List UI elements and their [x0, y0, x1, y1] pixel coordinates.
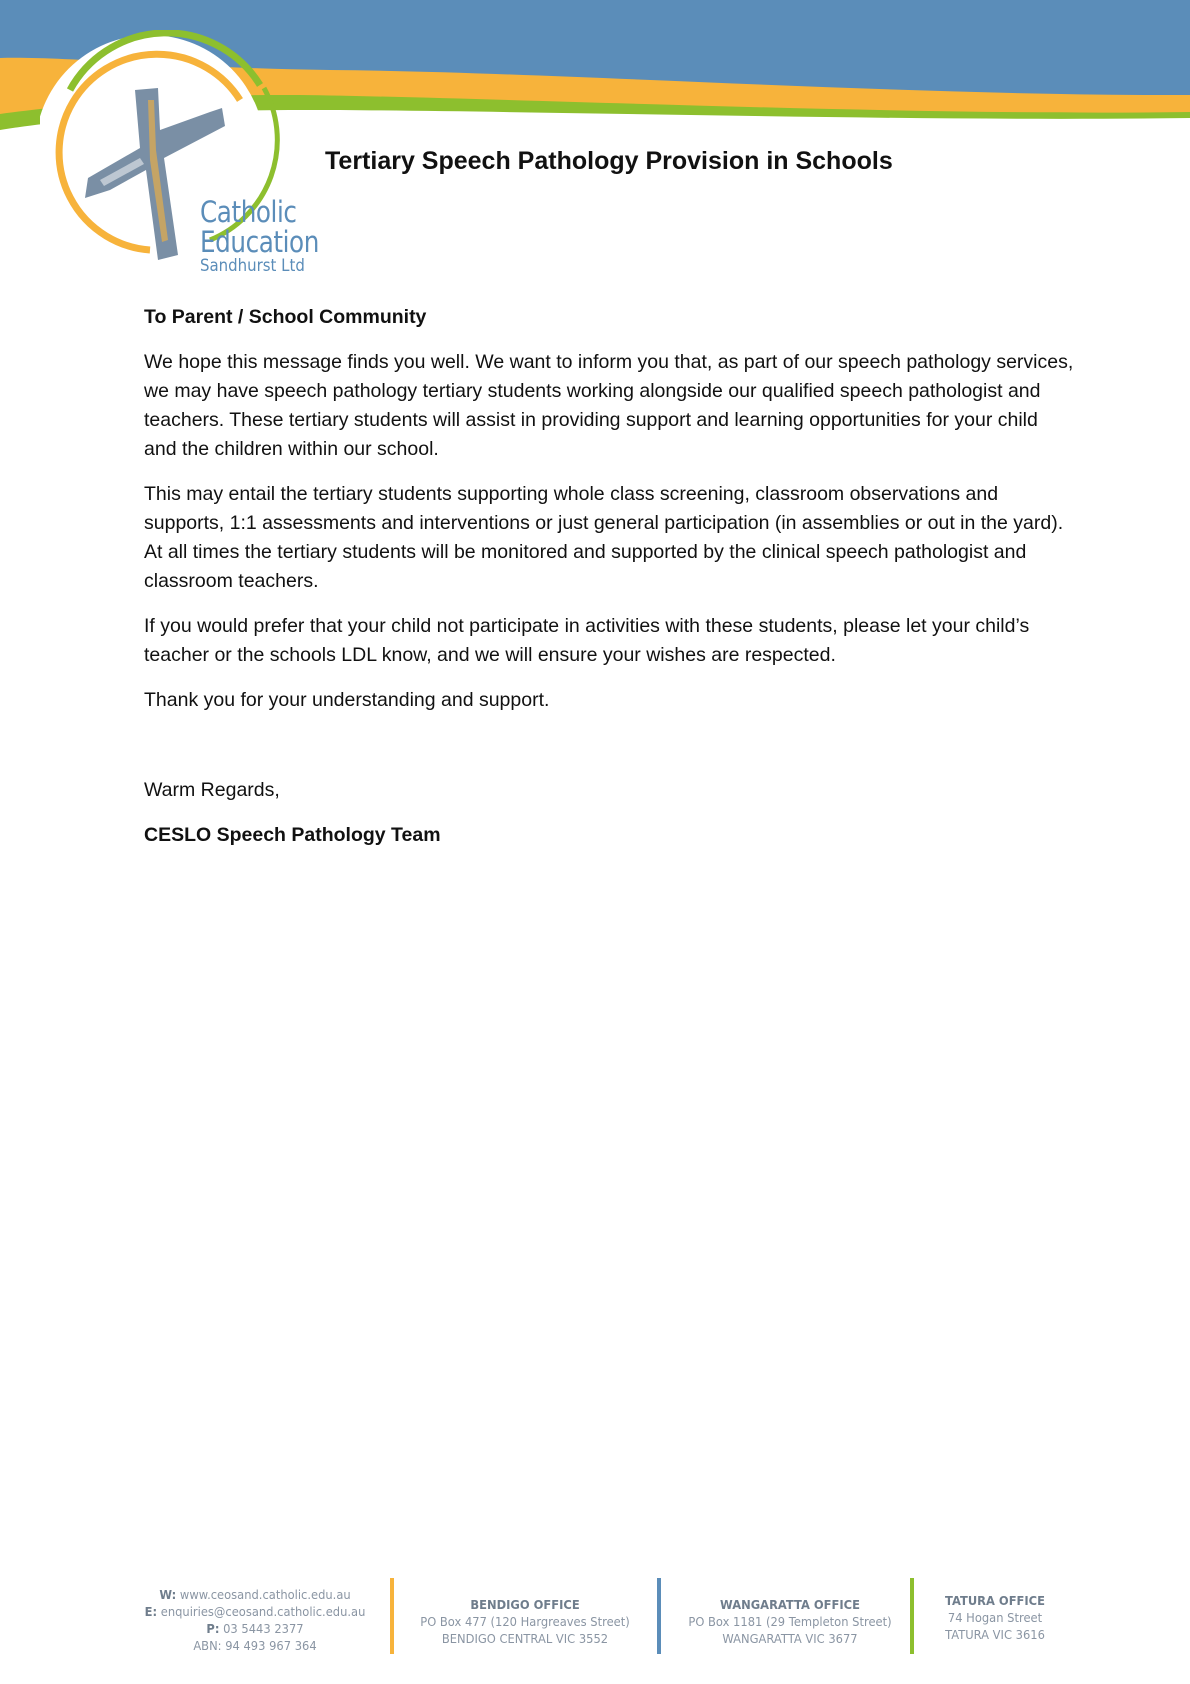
- office-address-line2: TATURA VIC 3616: [945, 1627, 1045, 1642]
- phone-number: 03 5443 2377: [223, 1621, 304, 1636]
- web-label: W:: [159, 1587, 177, 1602]
- email-label: E:: [144, 1604, 158, 1619]
- footer-divider-green: [910, 1578, 914, 1654]
- logo-line-sandhurst: Sandhurst Ltd: [200, 256, 305, 276]
- footer-contact: [135, 1586, 374, 1654]
- paragraph-4: Thank you for your understanding and support.: [144, 689, 550, 711]
- office-address-line2: BENDIGO CENTRAL VIC 3552: [441, 1631, 609, 1646]
- spacer: [144, 731, 1074, 776]
- letter-body: [144, 303, 1074, 866]
- paragraph-3: If you would prefer that your child not participate in activities with these students, please let your child’s teacher or the schools LDL know, and we will ensure your wishes are respected.: [144, 615, 1030, 666]
- footer: [0, 1578, 1190, 1668]
- logo-line-catholic: Catholic: [200, 195, 297, 229]
- office-tatura: [931, 1592, 1060, 1643]
- office-address-line2: WANGARATTA VIC 3677: [722, 1631, 858, 1646]
- logo: [40, 30, 340, 280]
- logo-line-education: Education: [200, 225, 319, 259]
- closing: Warm Regards,: [144, 779, 280, 801]
- email-link[interactable]: enquiries@ceosand.catholic.edu.au: [160, 1604, 366, 1619]
- office-address-line1: PO Box 477 (120 Hargreaves Street): [420, 1614, 630, 1629]
- office-address-line1: PO Box 1181 (29 Templeton Street): [688, 1614, 892, 1629]
- website-link[interactable]: www.ceosand.catholic.edu.au: [179, 1587, 351, 1602]
- office-wangaratta: [680, 1596, 901, 1647]
- footer-divider-blue: [657, 1578, 661, 1654]
- office-name: BENDIGO OFFICE: [470, 1597, 580, 1612]
- phone-label: P:: [206, 1621, 220, 1636]
- salutation: To Parent / School Community: [144, 306, 427, 328]
- abn: ABN: 94 493 967 364: [193, 1638, 317, 1653]
- document-title: Tertiary Speech Pathology Provision in Schools: [325, 147, 893, 175]
- logo-wordmark: [200, 195, 340, 276]
- office-bendigo: [415, 1596, 636, 1647]
- signature: CESLO Speech Pathology Team: [144, 824, 441, 846]
- footer-divider-orange: [390, 1578, 394, 1654]
- paragraph-1: We hope this message finds you well. We want to inform you that, as part of our speech pathology services, we may have speech pathology tertiary students working alongside our qualified speech pathologist and teachers. These tertiary students will assist in providing support and learning opportunities for your child and the children within our school.: [144, 351, 1074, 460]
- office-name: WANGARATTA OFFICE: [720, 1597, 860, 1612]
- office-address-line1: 74 Hogan Street: [947, 1610, 1043, 1625]
- paragraph-2: This may entail the tertiary students supporting whole class screening, classroom observations and supports, 1:1 assessments and interventions or just general participation (in assemblies or out in the yard). At all times the tertiary students will be monitored and supported by the clinical speech pathologist and classroom teachers.: [144, 483, 1064, 592]
- office-name: TATURA OFFICE: [945, 1593, 1045, 1608]
